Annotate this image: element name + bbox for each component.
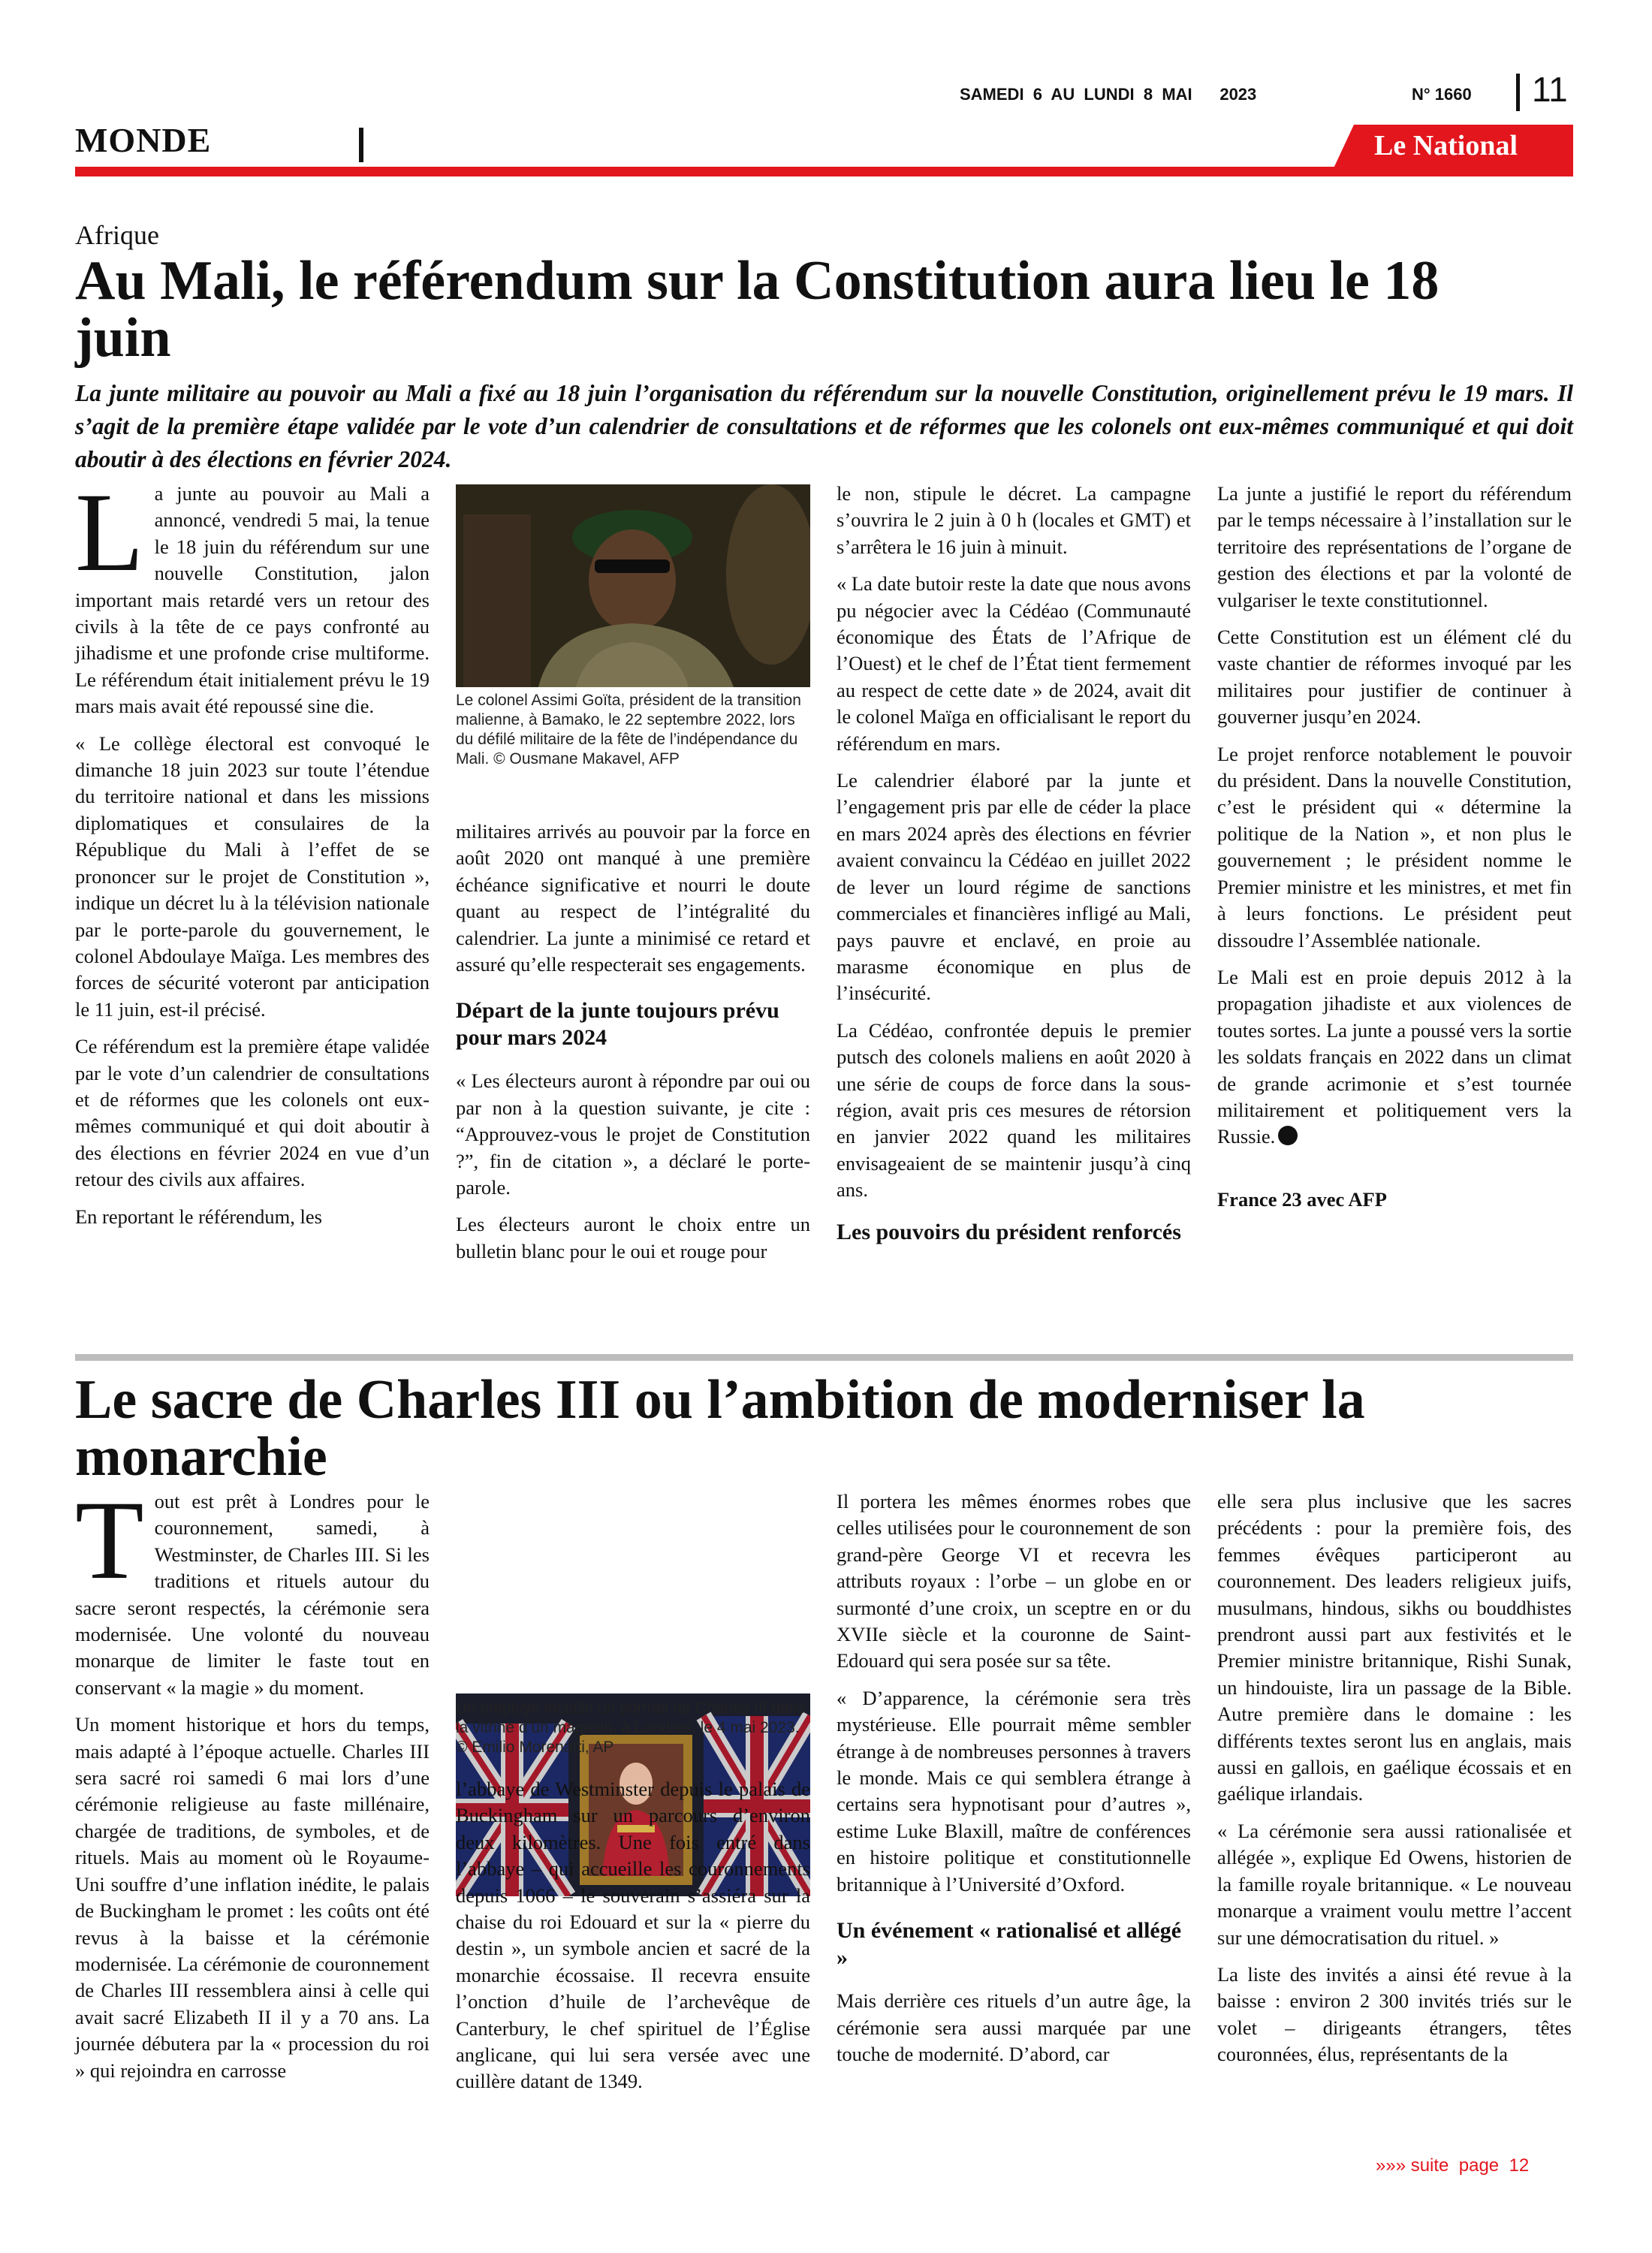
article2-col2 bbox=[456, 1776, 810, 2095]
article1-col4-p2: Cette Constitution est un élément clé du vaste chantier de réformes invoqué par les militaires pour justifier de continuer à gouverner jusqu’en 2024. bbox=[1217, 626, 1572, 728]
article2-col3-p3: Mais derrière ces rituels d’un autre âge, la cérémonie sera aussi marquée par une touche de modernité. D’abord, car bbox=[837, 1989, 1191, 2065]
article2-col4 bbox=[1217, 1488, 1572, 2068]
article2-dropcap: T bbox=[75, 1478, 144, 1603]
article1-source: France 23 avec AFP bbox=[1217, 1187, 1387, 1211]
article1-col2-p1: militaires arrivés au pouvoir par la force en août 2020 ont manqué à une première échéance significative et nourri le doute quant au respect de l’intégralité du calendrier. La junte a minimisé ce retard et assuré qu’elle respecterait ses engagements. bbox=[456, 820, 810, 976]
page-number: 11 bbox=[1532, 70, 1568, 109]
article1-col2-p3: Les électeurs auront le choix entre un bulletin blanc pour le oui et rouge pour bbox=[456, 1213, 810, 1262]
article1-col3-p4: La Cédéao, confrontée depuis le premier putsch des colonels maliens en août 2020 à une série de coups de force dans la sous-région, avait pris ces mesures de rétorsion en janvier 2022 quand les militaires envisageaient de se maintenir jusqu’à cinq ans. bbox=[837, 1018, 1191, 1202]
article1-col3-p2: « La date butoir reste la date que nous avons pu négocier avec la Cédéao (Communauté économique des États de l’Afrique de l’Ouest) et le chef de l’État tient fermement au respect de cette date » de 2024, avait dit le colonel Maïga en officialisant le report du référendum en mars. bbox=[837, 572, 1191, 755]
article1-col1-p1: a junte au pouvoir au Mali a annoncé, vendredi 5 mai, la tenue le 18 juin du référendum sur une nouvelle Constitution, jalon important mais retardé vers un retour des civils à la tête de ce pays confronté au jihadisme et une profonde crise multiforme. Le référendum était initialement prévu le 19 mars mais avait été repoussé sine die. bbox=[75, 482, 430, 718]
article1-lead: La junte militaire au pouvoir au Mali a fixé au 18 juin l’organisation du référendum sur la nouvelle Constitution, originellement prévu le 19 mars. Il s’agit de la première étape validée par le vote d’un calendrier de consultations et de réformes que les colonels ont eux-mêmes communiqué et qui doit aboutir à des élections en février 2024. bbox=[75, 380, 1573, 472]
continued-link[interactable]: »»» suite page 12 bbox=[1376, 2155, 1530, 2176]
charles-photo-caption: Un employé installe un portrait de Charles III dans la vitrine d’un magasin, à Londres, le 4 mai 2023. © Emilio Morenatti, AP bbox=[456, 1700, 806, 1756]
article1-title: Au Mali, le référendum sur la Constitution aura lieu le 18 juin bbox=[75, 250, 1439, 369]
article1-col2-p2: « Les électeurs auront à répondre par oui ou par non à la question suivante, je cite : “Approuvez-vous le projet de Constitution ?”, fin de citation », a déclaré le porte-parole. bbox=[456, 1069, 810, 1199]
article1-col1-p4: En reportant le référendum, les bbox=[75, 1205, 322, 1228]
article1-col1-p3: Ce référendum est la première étape validée par le vote d’un calendrier de consultations et de réformes que les colonels ont eux-mêmes communiqué et qui doit aboutir à des élections en février 2024 en vue d’un retour des civils aux affaires. bbox=[75, 1035, 430, 1191]
article1-col4 bbox=[1217, 481, 1572, 1213]
article1-dropcap: L bbox=[75, 470, 144, 595]
article2-col3-p1: Il portera les mêmes énormes robes que celles utilisées pour le couronnement de son grand-père George VI et recevra les attributs royaux : l’orbe – un globe en or surmonté d’une croix, un sceptre en or du XVIIe siècle et la couronne de Saint-Edouard qui sera posée sur sa tête. bbox=[837, 1490, 1191, 1672]
article1-col1 bbox=[75, 470, 430, 1230]
article1-col4-p4: Le Mali est en proie depuis 2012 à la propagation jihadiste et aux violences de toutes sortes. La junte a poussé vers la sortie les soldats français en 2022 dans un climat de grande acrimonie et s’est tournée militairement et politiquement vers la Russie. bbox=[1217, 965, 1572, 1148]
header-date: SAMEDI 6 AU LUNDI 8 MAI 2023 bbox=[960, 85, 1257, 104]
article2-col4-p1: elle sera plus inclusive que les sacres précédents : pour la première fois, des femmes évêques participeront au couronnement. Des leaders religieux juifs, musulmans, hindous, sikhs ou bouddhistes prendront aussi part aux festivités et le Premier ministre britannique, Rishi Sunak, un hindouiste, lira un passage de la Bible. Autre première dans le domaine : les différents textes seront lus en anglais, mais aussi en gallois, en gaélique écossais et en gaélique irlandais. bbox=[1217, 1490, 1572, 1805]
article1-col1-p2: « Le collège électoral est convoqué le dimanche 18 juin 2023 sur toute l’étendue du territoire national et dans les missions diplomatiques et consulaires de la République du Mali à l’effet de se prononcer sur le projet de Constitution », indique un décret lu à la télévision nationale par le porte-parole du gouvernement, le colonel Abdoulaye Maïga. Les membres des forces de sécurité voteront par anticipation le 11 juin, est-il précisé. bbox=[75, 731, 430, 1021]
soldier-figure bbox=[456, 484, 810, 687]
article2-col3 bbox=[837, 1488, 1191, 2068]
article1-col2 bbox=[456, 819, 810, 1265]
section-title: MONDE bbox=[75, 121, 212, 159]
article2-col1-p2: Un moment historique et hors du temps, mais adapté à l’époque actuelle. Charles III sera sacré roi samedi 6 mai lors d’une cérémonie religieuse au faste millénaire, chargée de traditions, de symboles, et de rituels. Mais au moment où le Royaume-Uni souffre d’une inflation inédite, le palais de Buckingham le promet : les coûts ont été revus à la baisse et la cérémonie modernisée. La cérémonie de couronnement de Charles III ressemblera ainsi à celle qui avait sacré Elizabeth II il y a 70 ans. La journée débutera par la « procession du roi » qui rejoindra en carrosse bbox=[75, 1713, 430, 2082]
article2-col2-p1: l’abbaye de Westminster depuis le palais de Buckingham sur un parcours d’environ deux kilomètres. Une fois entré dans l’abbaye – qui accueille les couronnements depuis 1066 – le souverain s’assiéra sur la chaise du roi Edouard et sur la « pierre du destin », un symbole ancien et sacré de la monarchie écossaise. Il recevra ensuite l’onction d’huile de l’archevêque de Canterbury, le chef spirituel de l’Église anglicane, qui lui sera versée avec une cuillère datant de 1349. bbox=[456, 1778, 810, 2093]
article2-col1 bbox=[75, 1478, 430, 2084]
article1-subhead1: Départ de la junte toujours prévu pour mars 2024 bbox=[456, 998, 779, 1051]
end-mark-icon bbox=[1278, 1126, 1298, 1145]
mali-photo bbox=[456, 484, 810, 687]
brand-name: Le National bbox=[1374, 130, 1518, 161]
article2-col1-p1: out est prêt à Londres pour le couronnement, samedi, à Westminster, de Charles III. Si les traditions et rituels autour du sacre seront respectés, la cérémonie sera modernisée. Une volonté du nouveau monarque de limiter le faste tout en conservant « la magie » du moment. bbox=[75, 1490, 430, 1699]
article2-subhead: Un événement « rationalisé et allégé » bbox=[837, 1918, 1182, 1971]
article2-col3-p2: « D’apparence, la cérémonie sera très mystérieuse. Elle pourrait même sembler étrange à de nombreuses personnes à travers le monde. Mais ce qui semblera étrange à certains sera hypnotisant pour d’autres », estime Luke Blaxill, maître de conférences en histoire politique et constitutionnelle britannique à l’Université d’Oxford. bbox=[837, 1686, 1191, 1896]
article1-col4-p3: Le projet renforce notablement le pouvoir du président. Dans la nouvelle Constitution, c’est le président qui « détermine la politique de la Nation », et non plus le gouvernement ; le président nomme le Premier ministre et les ministres, et met fin à leurs fonctions. Le président peut dissoudre l’Assemblée nationale. bbox=[1217, 742, 1572, 952]
section-bar bbox=[359, 128, 363, 162]
header-divider bbox=[1516, 74, 1520, 111]
article1-col4-p1: La junte a justifié le report du référendum par le temps nécessaire à l’installation sur le territoire des représentations de l’organe de gestion des élections et par la volonté de vulgariser le texte constitutionnel. bbox=[1217, 482, 1572, 611]
issue-number: N° 1660 bbox=[1412, 85, 1472, 104]
article2-col4-p2: « La cérémonie sera aussi rationalisée et allégée », explique Ed Owens, historien de la famille royale britannique. « Le nouveau monarque a vraiment voulu mettre l’accent sur une démocratisation du rituel. » bbox=[1217, 1819, 1572, 1949]
article1-col3 bbox=[837, 481, 1191, 1262]
mali-photo-caption: Le colonel Assimi Goïta, président de la transition malienne, à Bamako, le 22 septembre 2022, lors du défilé militaire de la fête de l’indépendance du Mali. © Ousmane Makavel, AFP bbox=[456, 692, 801, 768]
article2-title: Le sacre de Charles III ou l’ambition de moderniser la monarchie bbox=[75, 1369, 1365, 1488]
article2-col4-p3: La liste des invités a ainsi été revue à la baisse : environ 2 300 invités triés sur le volet – dirigeants étrangers, têtes couronnées, élus, représentants de la bbox=[1217, 1962, 1572, 2066]
article-separator bbox=[75, 1354, 1573, 1361]
article1-col3-p1: le non, stipule le décret. La campagne s’ouvrira le 2 juin à 0 h (locales et GMT) et s’arrêtera le 16 juin à minuit. bbox=[837, 482, 1191, 558]
article1-subhead2: Les pouvoirs du président renforcés bbox=[837, 1219, 1181, 1244]
header-rule bbox=[75, 167, 1573, 176]
article1-col3-p3: Le calendrier élaboré par la junte et l’engagement pris par elle de céder la place en mars 2024 après des élections en février avaient convaincu la Cédéao en juillet 2022 de lever un lourd régime de sanctions commerciales et financières infligé au Mali, pays pauvre et enclavé, en proie au marasme économique en plus de l’insécurité. bbox=[837, 769, 1191, 1005]
article1-kicker: Afrique bbox=[75, 220, 159, 250]
